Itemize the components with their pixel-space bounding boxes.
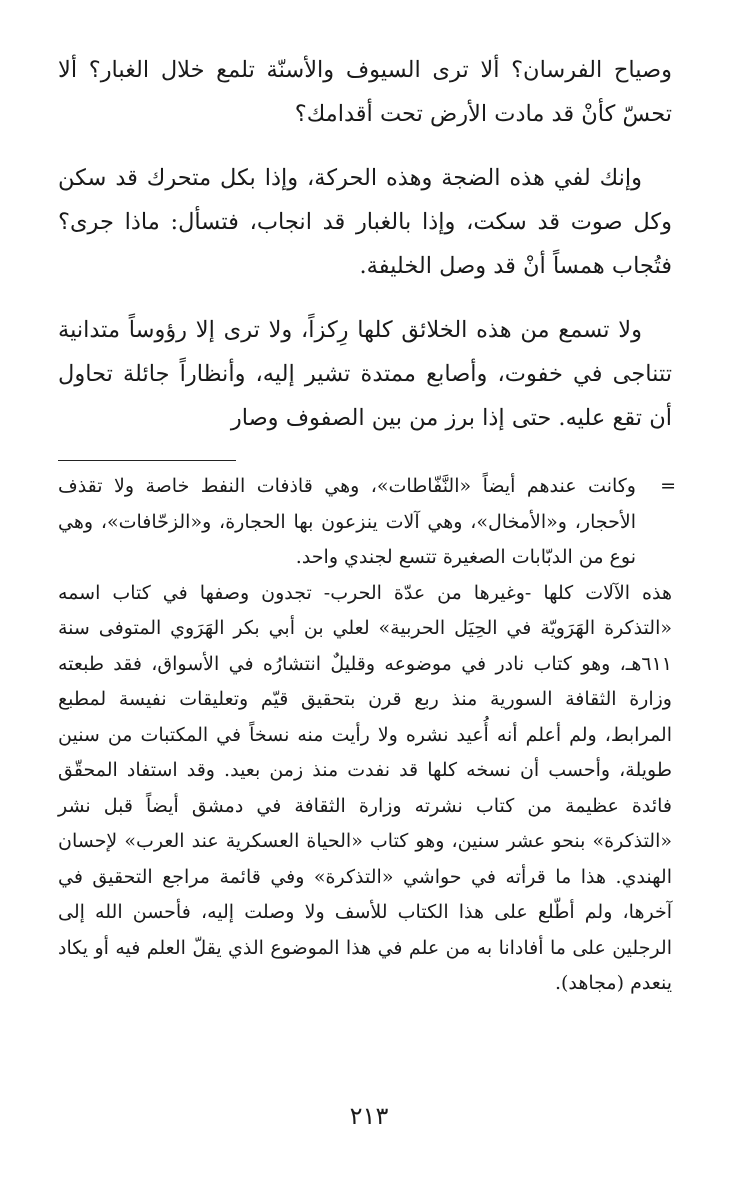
footnote-paragraph-1: وكانت عندهم أيضاً «النَّفّاطات»، وهي قاذفات النفط خاصة ولا تقذف الأحجار، و«الأمخال»، وهي آلات ينزعون بها الحجارة، و«الزحّافات»، وهي نوع من الدبّابات الصغيرة تتسع لجندي واحد. <box>58 475 636 568</box>
footnotes <box>58 469 676 1002</box>
main-paragraph-2: وإنك لفي هذه الضجة وهذه الحركة، وإذا بكل متحرك قد سكن وكل صوت قد سكت، وإذا بالغبار قد انجاب، فتسأل: ماذا جرى؟ فتُجاب همساً أنْ قد وصل الخليفة. <box>58 165 672 279</box>
main-paragraph-3: ولا تسمع من هذه الخلائق كلها رِكزاً، ولا ترى إلا رؤوساً متدانية تتناجى في خفوت، وأصابع ممتدة تشير إليه، وأنظاراً جائلة تحاول أن تقع عليه. حتى إذا برز من بين الصفوف وصار <box>58 317 672 431</box>
page-number: ٢١٣ <box>349 1102 389 1130</box>
footnote-separator <box>58 460 236 461</box>
footnote-continuation-mark: = <box>660 475 676 497</box>
footnote-paragraph-2: هذه الآلات كلها -وغيرها من عدّة الحرب- تجدون وصفها في كتاب اسمه «التذكرة الهَرَويّة في الحِيَل الحربية» لعلي بن أبي بكر الهَرَوي المتوفى سنة ٦١١هـ، وهو كتاب نادر في موضوعه وقليلٌ انتشارُه في الأسواق، فقد طبعته وزارة الثقافة السورية منذ ربع قرن بتحقيق قيّم وتعليقات نفيسة لمطبع المرابط، ولم أعلم أنه أُعيد نشره ولا رأيت منه نسخاً في المكتبات من سنين طويلة، وأحسب أن نسخه كلها قد نفدت منذ زمن بعيد. وقد استفاد المحقّق فائدة عظيمة من كتاب نشرته وزارة الثقافة في دمشق أيضاً قبل نشر «التذكرة» بنحو عشر سنين، وهو كتاب «الحياة العسكرية عند العرب» لإحسان الهندي. هذا ما قرأته في حواشي «التذكرة» وفي قائمة مراجع التحقيق في آخرها، ولم أطّلع على هذا الكتاب للأسف ولا وصلت إليه، فأحسن الله إلى الرجلين على ما أفادانا به من علم في هذا الموضوع الذي يقلّ العلم فيه أو يكاد ينعدم (مجاهد). <box>58 581 672 994</box>
main-paragraph-1: وصياح الفرسان؟ ألا ترى السيوف والأسنّة تلمع خلال الغبار؟ ألا تحسّ كأنْ قد مادت الأرض تحت أقدامك؟ <box>58 57 672 127</box>
main-text <box>58 48 672 440</box>
page <box>58 48 676 1002</box>
